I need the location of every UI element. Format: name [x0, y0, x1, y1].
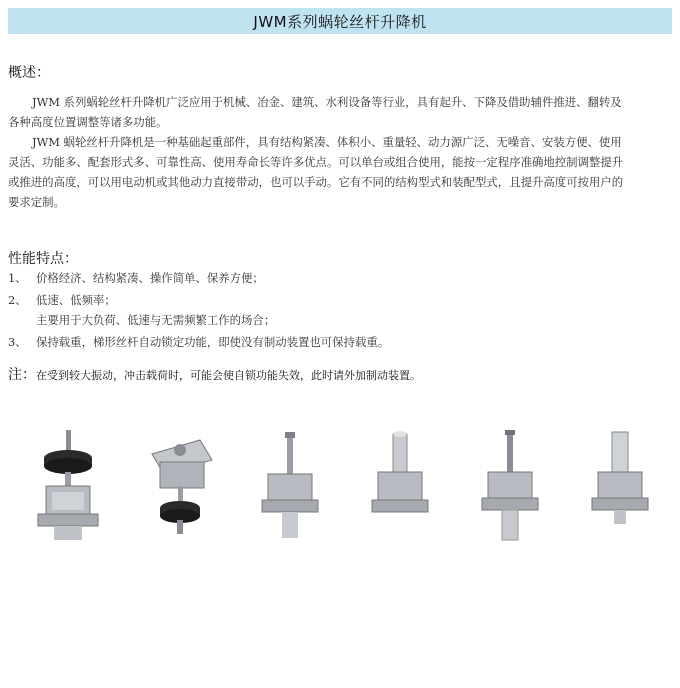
overview-p2-line4: 要求定制。	[8, 195, 65, 209]
overview-text	[8, 92, 672, 212]
note-text: 在受到较大振动，冲击载荷时，可能会使自锁功能失效，此时请外加制动装置。	[36, 369, 421, 382]
feature-text: 价格经济、结构紧凑、操作简单、保养方便；	[36, 271, 264, 285]
feature-num: 1、	[8, 271, 27, 285]
overview-p1-line1: JWM 系列蜗轮丝杆升降机广泛应用于机械、冶金、建筑、水利设备等行业，具有起升、下降及借助辅件推进、翻转及	[32, 95, 622, 109]
features-heading: 性能特点：	[8, 251, 78, 267]
overview-p2-line2: 灵活、功能多、配套形式多、可靠性高、使用寿命长等许多优点。可以单台或组合使用，能按一定程序准确地控制调整提升	[8, 155, 624, 169]
feature-item	[8, 334, 389, 350]
overview-heading: 概述：	[8, 65, 50, 81]
feature-item	[8, 292, 116, 308]
title-bar	[8, 8, 672, 34]
feature-item	[8, 270, 264, 286]
overview-p2-line1: JWM 蜗轮丝杆升降机是一种基础起重部件，具有结构紧凑、体积小、重量轻、动力源广泛、无噪音、安装方便、使用	[32, 135, 622, 149]
product-6-image	[580, 420, 660, 570]
feature-text: 低速、低频率；	[36, 293, 116, 307]
feature-num: 3、	[8, 335, 27, 349]
feature-num: 2、	[8, 293, 27, 307]
product-5-image	[470, 420, 550, 570]
page-title: JWM系列蜗轮丝杆升降机	[253, 12, 427, 31]
overview-p1-line2: 各种高度位置调整等诸多功能。	[8, 115, 168, 129]
overview-p2-line3: 或推进的高度，可以用电动机或其他动力直接带动，也可以手动。它有不同的结构型式和装配型式，且提升高度可按用户的	[8, 175, 624, 189]
product-images	[20, 420, 660, 570]
product-3-image	[250, 420, 330, 570]
product-4-image	[360, 420, 440, 570]
note	[8, 364, 421, 384]
product-2-image	[140, 420, 220, 570]
note-label: 注：	[8, 367, 36, 383]
feature-item	[8, 312, 275, 328]
feature-text: 保持载重，梯形丝杆自动锁定功能，即使没有制动装置也可保持载重。	[36, 335, 390, 349]
product-1-image	[28, 420, 108, 570]
feature-text: 主要用于大负荷、低速与无需频繁工作的场合；	[36, 313, 276, 327]
